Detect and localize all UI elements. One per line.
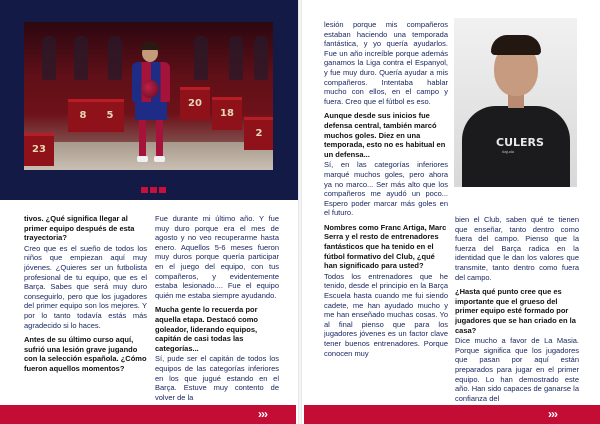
spread-gutter bbox=[298, 0, 302, 424]
locker bbox=[24, 133, 54, 166]
player-shoe bbox=[137, 156, 148, 162]
right-column-2 bbox=[455, 215, 579, 402]
question: Antes de su último curso aquí, sufrió una lesión grave jugando con la selección española. ¿Cómo fueron aquellos momentos? bbox=[24, 335, 147, 373]
player-shoe bbox=[154, 156, 165, 162]
locker-number: 2 bbox=[255, 128, 263, 139]
locker-number: 5 bbox=[106, 110, 114, 121]
photo-panel bbox=[0, 0, 300, 200]
question: Mucha gente lo recuerda por aquella etapa. Destacó como goleador, liderando equipos, capitán de casi todas las categorías... bbox=[155, 305, 258, 353]
locker bbox=[212, 97, 242, 130]
player-leg bbox=[156, 120, 163, 158]
answer: Dice mucho a favor de La Masia. Porque significa que los jugadores que pasan por aquí están preparados para jugar en el primer equipo. Lo han demostrado este año. Han sido capaces de ganarse la confianza del bbox=[455, 336, 579, 402]
shirt-text: CULERS bbox=[496, 136, 544, 149]
player-shorts bbox=[135, 102, 167, 120]
answer: Sí, en las categorías inferiores marqué muchos goles, pero ahora ya no marco... Ser más alto que los compañeros me ayudó un poco... Espero poder marcar más goles en el futuro. bbox=[324, 160, 448, 218]
locker-number: 20 bbox=[188, 98, 202, 109]
dot bbox=[150, 187, 157, 193]
answer: Creo que es el sueño de todos los niños que empiezan aquí muy jóvenes. ¿Quieres ser un futbolista profesional de tu equipo, que es el Barça. Sabes que será muy duro conseguirlo, pero que los jugadores del primer equipo son los mejores. Y por lo tanto todavía estás más agradecido si lo haces. bbox=[24, 243, 147, 330]
footer-bar-left bbox=[0, 405, 296, 424]
player-leg bbox=[139, 120, 146, 158]
player-portrait bbox=[454, 18, 577, 187]
answer: lesión porque mis compañeros estaban haciendo una temporada fantástica, y yo quería ayudarlos. Fue un año increíble porque además ganamos la Liga contra el Espanyol, y fue muy duro. Quería ayudar a mis compañeros. Intentaba hablar mucho con ellos, en el campo y fuera. Creo que el fútbol es eso. bbox=[324, 20, 448, 106]
carousel-dots bbox=[141, 180, 168, 198]
wall-mural-figure bbox=[229, 36, 243, 80]
portrait-hair bbox=[491, 35, 541, 55]
locker-room-photo bbox=[24, 22, 273, 170]
answer: Todos los entrenadores que he tenido, desde el principio en la Barça Escuela hasta cuando me fui siendo cadete, me han ayudado mucho y me han enseñado muchas cosas. Yo al final pienso que para los jugadores jóvenes es un factor clave tener buenos entrenadores. Porque conocen muy bbox=[324, 271, 448, 358]
answer: bien el Club, saben qué te tienen que enseñar, tanto dentro como fuera del campo. Pienso que la fuerza del Barça radica en la identidad que le dan los valores que transmite, tanto dentro como fuera del campo. bbox=[455, 215, 579, 282]
question: tivos. ¿Qué significa llegar al primer equipo después de esta trayectoria? bbox=[24, 214, 135, 243]
answer: Sí, pude ser el capitán de todos los equipos de las categorías inferiores en los que jugué estando en el Barça. Estuve muy contento de volver de la bbox=[155, 354, 279, 402]
left-column-1 bbox=[24, 214, 147, 402]
portrait-neck bbox=[508, 94, 524, 108]
wall-mural-figure bbox=[108, 36, 122, 80]
wall-mural-figure bbox=[194, 36, 208, 80]
player-hair bbox=[141, 42, 159, 50]
dot bbox=[159, 187, 166, 193]
wall-mural-figure bbox=[74, 36, 88, 80]
question: Aunque desde sus inicios fue defensa central, también marcó muchos goles. Diez en una temporada, esto no es habitual en un defensa... bbox=[324, 111, 446, 159]
player-figure bbox=[128, 44, 174, 164]
question: ¿Hasta qué punto cree que es importante que el grueso del primer equipo esté formado por jugadores que se han criado en la casa? bbox=[455, 287, 576, 335]
locker bbox=[180, 87, 210, 120]
wall-mural-figure bbox=[42, 36, 56, 80]
locker-number: 23 bbox=[32, 144, 46, 155]
chevrons-icon: ››› bbox=[258, 407, 267, 421]
wall-mural-figure bbox=[254, 36, 268, 80]
locker bbox=[68, 99, 98, 132]
chevrons-icon: ››› bbox=[548, 407, 557, 421]
ball bbox=[141, 80, 159, 98]
question: Nombres como Franc Artiga, Marc Serra y el resto de entrenadores fantásticos que ha tenido en el fútbol formativo del Club, ¿qué han significado para usted? bbox=[324, 222, 447, 271]
locker-number: 8 bbox=[79, 110, 87, 121]
locker-number: 18 bbox=[220, 108, 234, 119]
locker bbox=[244, 117, 273, 150]
dot bbox=[141, 187, 148, 193]
right-column-1 bbox=[324, 20, 448, 402]
left-column-2 bbox=[155, 214, 279, 402]
shirt-subtext: #ajuda bbox=[502, 149, 515, 154]
locker bbox=[96, 99, 124, 132]
answer: Fue durante mi último año. Y fue muy duro porque era el mes de agosto y no veo recuperarme hasta enero. Aquellos 5-6 meses fueron muy duros porque quería participar en el juego del equipo, con tus compañeros, y evidentemente estaba lesionado.... Fue el equipo quién me estaba siempre ayudando. bbox=[155, 214, 279, 300]
